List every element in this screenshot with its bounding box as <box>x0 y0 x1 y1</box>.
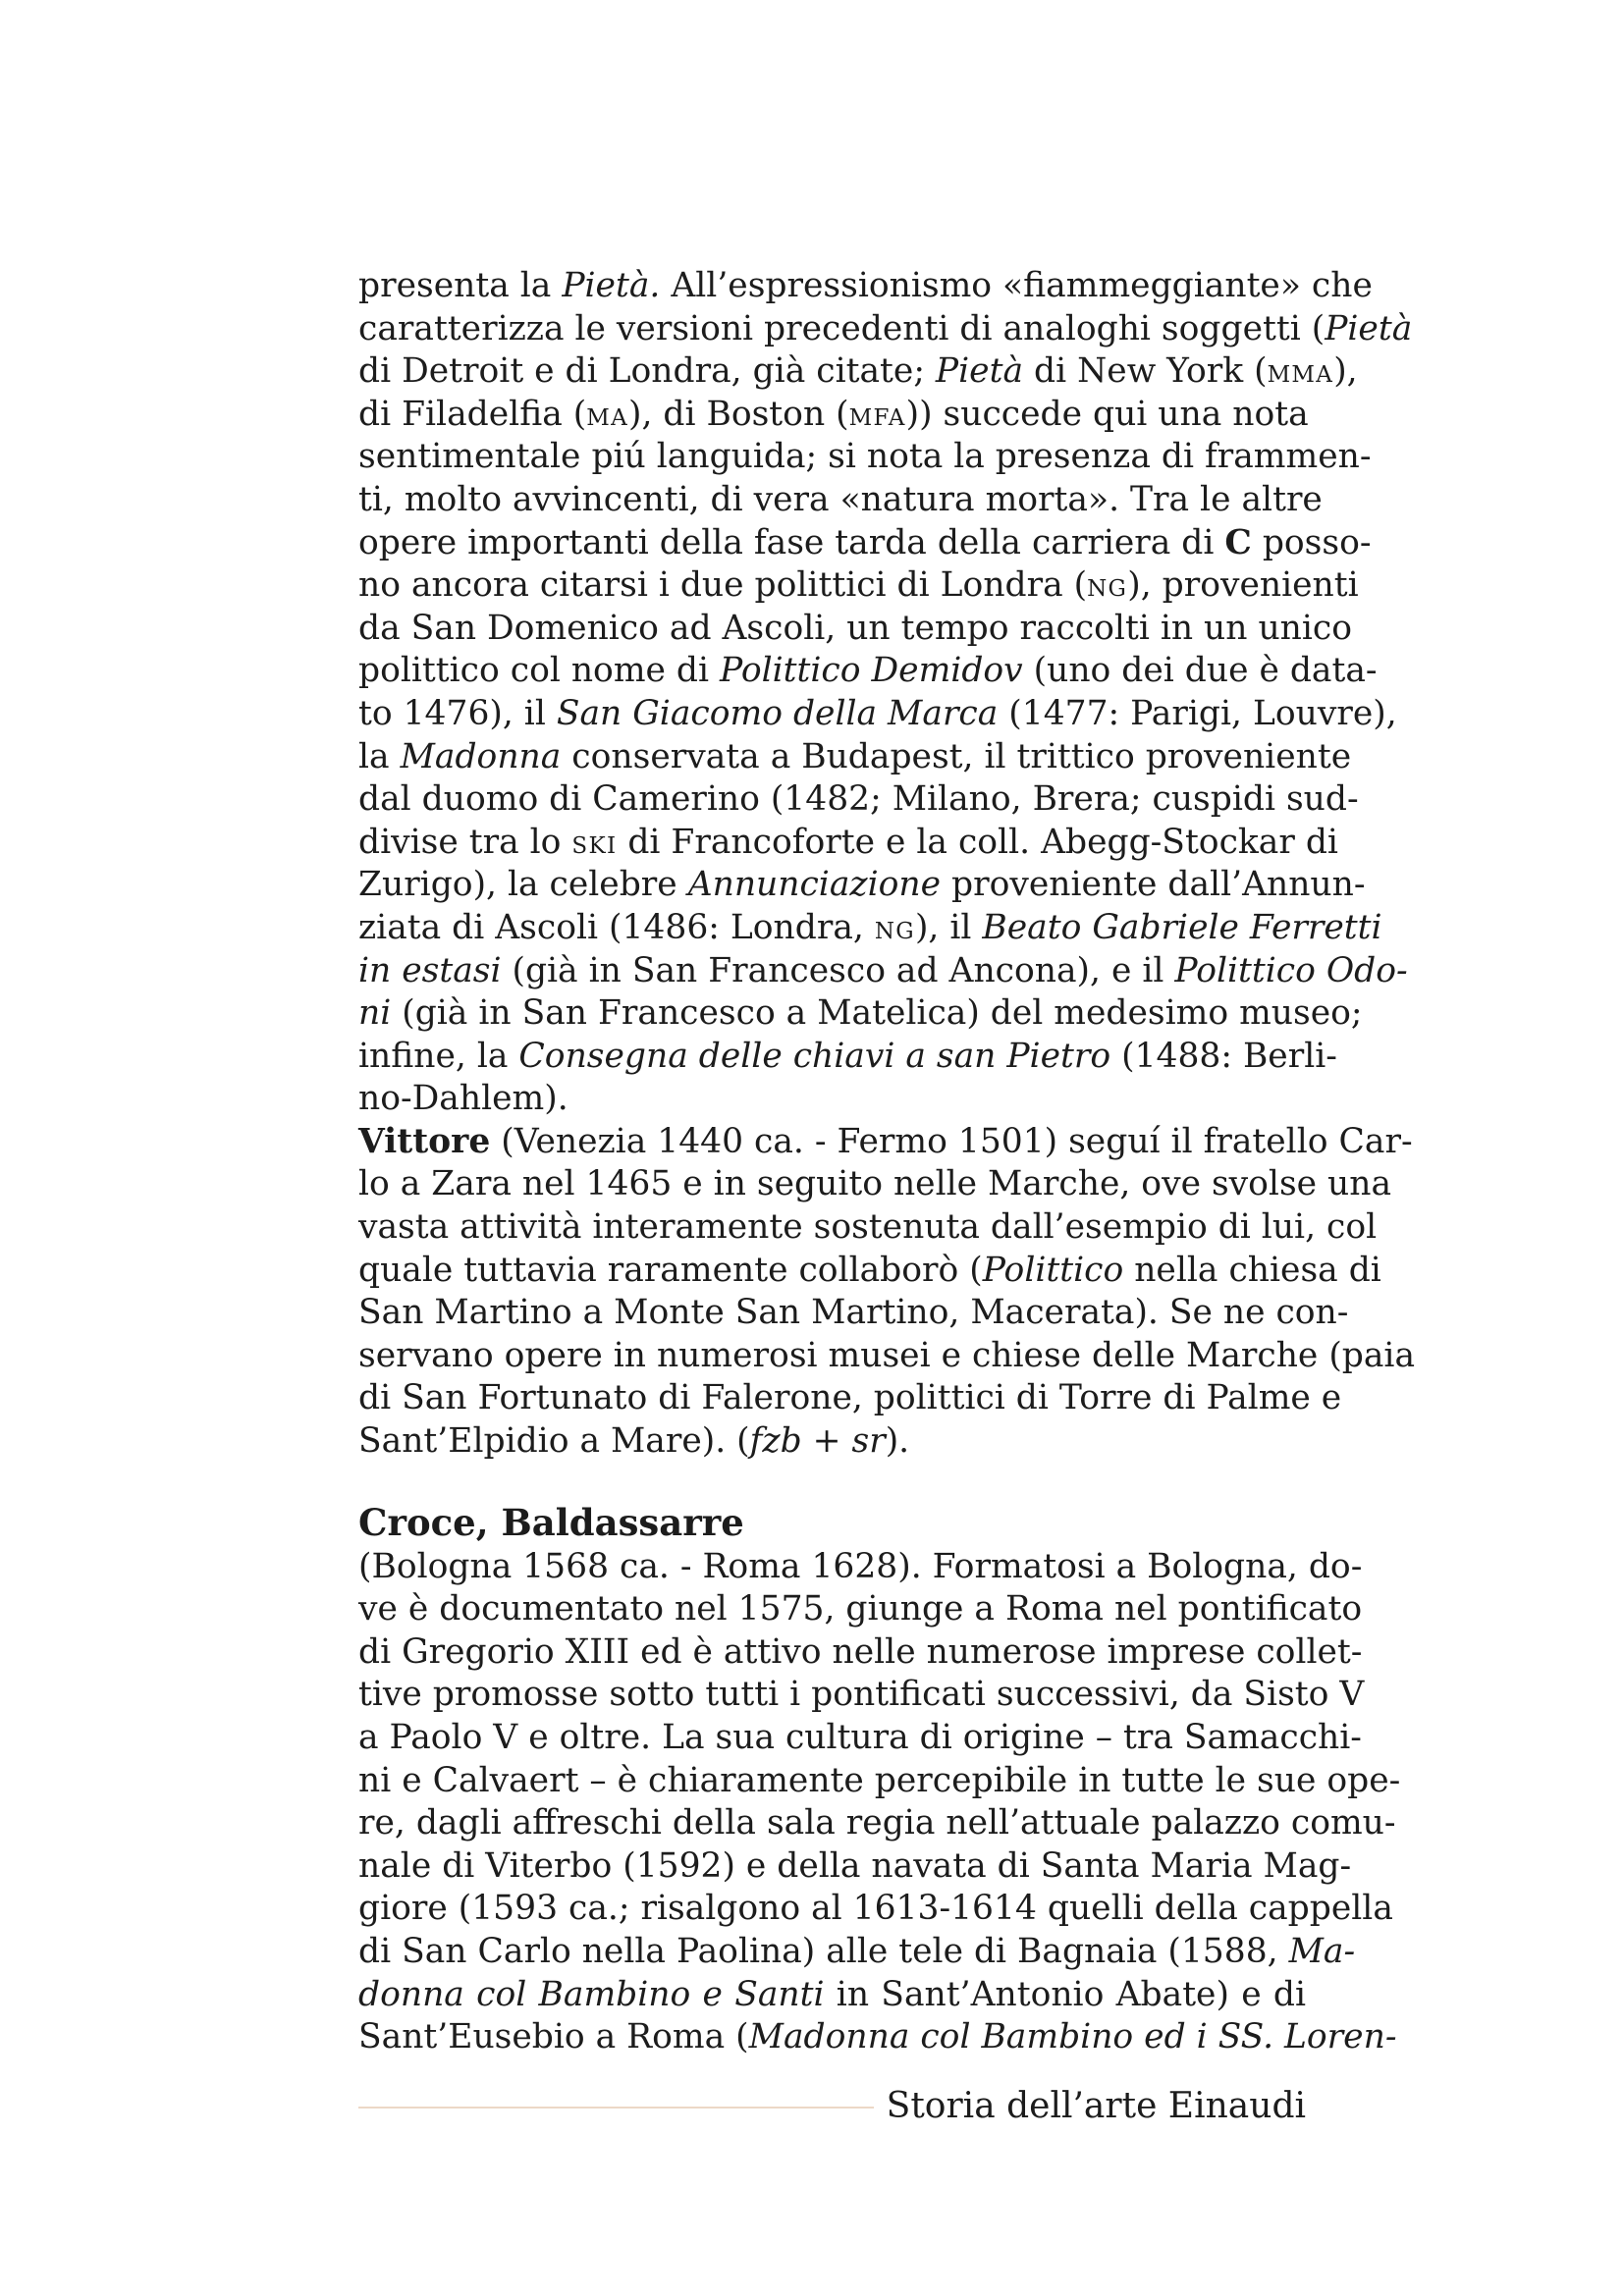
text-line <box>358 693 1397 736</box>
text-run: conservata a Budapest, il trittico proveniente <box>561 736 1352 776</box>
text-line <box>358 1631 1363 1675</box>
text-line <box>358 1377 1342 1420</box>
text-run: All’espressionismo «fiammeggiante» che <box>660 266 1373 305</box>
text-line <box>358 1974 1306 2017</box>
text-run: (già in San Francesco ad Ancona), e il <box>501 950 1175 990</box>
text-run: no-Dahlem). <box>358 1079 568 1119</box>
text-run: presenta la <box>358 266 563 305</box>
text-run: )) succede qui una nota <box>905 394 1309 434</box>
text-run: infine, la <box>358 1036 519 1076</box>
italic-run: Beato Gabriele Ferretti <box>982 907 1382 947</box>
italic-run: Pietà <box>935 351 1024 392</box>
text-run: (Venezia 1440 ca. - Fermo 1501) seguí il fratello Car- <box>490 1121 1413 1161</box>
text-run: nella chiesa di <box>1123 1250 1381 1290</box>
smallcaps-run: ng <box>1087 566 1128 605</box>
text-run: (1477: Parigi, Louvre), <box>998 693 1397 733</box>
text-run: (1488: Berli- <box>1110 1036 1337 1076</box>
italic-run: donna col Bambino e Santi <box>358 1974 825 2014</box>
bold-run: C <box>1224 522 1252 562</box>
text-run: proveniente dall’Annun- <box>941 865 1366 905</box>
text-line <box>358 1420 1306 1464</box>
text-run: di New York ( <box>1023 351 1268 392</box>
italic-run: Pietà. <box>562 266 661 305</box>
italic-run: Annunciazione <box>687 865 942 905</box>
text-run: in Sant’Antonio Abate) e di <box>824 1974 1306 2014</box>
smallcaps-run: ng <box>874 908 915 946</box>
text-line <box>358 1206 1378 1250</box>
text-run: di San Fortunato di Falerone, polittici di Torre di Palme e <box>358 1378 1342 1418</box>
italic-run: Polittico <box>982 1250 1124 1290</box>
smallcaps-run: ski <box>571 823 618 861</box>
text-line <box>358 1292 1349 1335</box>
text-run: ve è documentato nel 1575, giunge a Roma nel pontificato <box>358 1589 1363 1629</box>
text-run: ti, molto avvincenti, di vera «natura morta». Tra le altre <box>358 479 1323 519</box>
italic-run: Pietà <box>1325 308 1413 348</box>
italic-run: Polittico Demidov <box>720 651 1023 691</box>
text-line <box>358 522 1372 565</box>
text-line <box>358 992 1363 1036</box>
text-run: lo a Zara nel 1465 e in seguito nelle Marche, ove svolse una <box>358 1164 1392 1204</box>
text-line <box>358 1931 1356 1974</box>
text-line <box>358 1888 1393 1931</box>
text-run: di Filadelfia ( <box>358 394 587 434</box>
text-run: sentimentale piú languida; si nota la presenza di frammen- <box>358 437 1372 477</box>
text-run: giore (1593 ca.; risalgono al 1613-1614 quelli della cappella <box>358 1889 1393 1929</box>
italic-run: fzb + sr <box>749 1421 886 1462</box>
italic-run: in estasi <box>358 950 502 990</box>
text-run: Zurigo), la celebre <box>358 865 688 905</box>
text-line <box>358 1121 1413 1164</box>
text-line <box>358 394 1309 437</box>
text-run: no ancora citarsi i due polittici di Londra ( <box>358 565 1088 606</box>
text-line <box>358 1674 1365 1717</box>
text-line <box>358 864 1366 907</box>
text-line <box>358 822 1338 865</box>
text-run: ), <box>1333 351 1358 392</box>
text-line <box>358 608 1353 651</box>
paragraph-carlo-crivelli-late-works <box>358 265 1413 1121</box>
text-line <box>358 1335 1416 1378</box>
text-run: quale tuttavia raramente collaborò ( <box>358 1250 983 1290</box>
text-line <box>358 1802 1396 1845</box>
text-line <box>358 265 1373 308</box>
italic-run: Madonna <box>400 736 562 776</box>
text-line <box>358 350 1358 394</box>
text-run: di Detroit e di Londra, già citate; <box>358 351 936 392</box>
entry-heading: Croce, Baldassarre <box>358 1500 744 1544</box>
text-run: divise tra lo <box>358 822 572 862</box>
text-run: ), il <box>914 907 983 947</box>
text-line <box>358 436 1372 479</box>
text-line <box>358 650 1378 693</box>
text-line <box>358 736 1352 779</box>
text-line <box>358 479 1323 522</box>
text-run: San Martino a Monte San Martino, Macerata). Se ne con- <box>358 1293 1349 1333</box>
text-run: vasta attività interamente sostenuta dall’esempio di lui, col <box>358 1207 1378 1248</box>
text-line <box>358 1546 1363 1589</box>
paragraph-vittore-crivelli <box>358 1121 1416 1464</box>
text-line <box>358 1717 1362 1760</box>
text-run: opere importanti della fase tarda della carriera di <box>358 522 1225 562</box>
text-line <box>358 564 1359 608</box>
text-line <box>358 1163 1392 1206</box>
text-line <box>358 1845 1352 1889</box>
text-run: ni e Calvaert – è chiaramente percepibile in tutte le sue ope- <box>358 1760 1401 1800</box>
text-run: la <box>358 736 401 776</box>
text-line <box>358 1036 1337 1079</box>
text-run: nale di Viterbo (1592) e della navata di Santa Maria Mag- <box>358 1845 1352 1886</box>
italic-run: San Giacomo della Marca <box>556 693 999 733</box>
italic-run: Consegna delle chiavi a san Pietro <box>518 1036 1111 1076</box>
text-run: di San Carlo nella Paolina) alle tele di Bagnaia (1588, <box>358 1931 1289 1971</box>
text-run: a Paolo V e oltre. La sua cultura di origine – tra Samacchi- <box>358 1718 1362 1757</box>
text-line <box>358 308 1413 351</box>
text-run: polittico col nome di <box>358 651 721 691</box>
text-run: (uno dei due è data- <box>1022 651 1378 691</box>
text-run: posso- <box>1251 522 1372 562</box>
text-line <box>358 778 1359 822</box>
text-line <box>358 950 1408 993</box>
smallcaps-run: mfa <box>848 395 906 433</box>
text-run: da San Domenico ad Ascoli, un tempo raccolti in un unico <box>358 608 1353 648</box>
text-line <box>358 1250 1381 1293</box>
text-run: Sant’Eusebio a Roma ( <box>358 2017 749 2057</box>
italic-run: Madonna col Bambino ed i SS. Loren- <box>748 2017 1397 2057</box>
text-line <box>358 2016 1397 2059</box>
page-footer <box>358 2085 1306 2128</box>
bold-run: Vittore <box>358 1121 491 1161</box>
text-run: dal duomo di Camerino (1482; Milano, Brera; cuspidi sud- <box>358 779 1359 820</box>
text-run: di Gregorio XIII ed è attivo nelle numerose imprese collet- <box>358 1631 1363 1672</box>
italic-run: ni <box>358 993 392 1034</box>
smallcaps-run: mma <box>1267 352 1334 391</box>
text-line <box>358 1760 1401 1803</box>
text-run: re, dagli affreschi della sala regia nell’attuale palazzo comu- <box>358 1803 1396 1843</box>
text-run: ). <box>885 1421 910 1462</box>
footer-title: Storia dell’arte Einaudi <box>886 2086 1306 2126</box>
text-run: (Bologna 1568 ca. - Roma 1628). Formatosi a Bologna, do- <box>358 1546 1363 1586</box>
text-run: Sant’Elpidio a Mare). ( <box>358 1421 750 1462</box>
text-run: caratterizza le versioni precedenti di analoghi soggetti ( <box>358 308 1325 348</box>
text-run: servano opere in numerosi musei e chiese delle Marche (paia <box>358 1335 1416 1375</box>
text-line <box>358 1078 1306 1121</box>
text-line <box>358 907 1382 950</box>
text-line <box>358 1588 1363 1631</box>
smallcaps-run: ma <box>586 395 628 433</box>
text-run: tive promosse sotto tutti i pontificati successivi, da Sisto V <box>358 1675 1365 1715</box>
text-column <box>358 265 1416 2059</box>
text-run: to 1476), il <box>358 693 557 733</box>
text-run: (già in San Francesco a Matelica) del medesimo museo; <box>391 993 1363 1034</box>
text-run: ), di Boston ( <box>628 394 849 434</box>
italic-run: Polittico Odo- <box>1174 950 1408 990</box>
footer-rule <box>358 2107 874 2109</box>
text-run: ), provenienti <box>1127 565 1359 606</box>
text-run: ziata di Ascoli (1486: Londra, <box>358 907 875 947</box>
paragraph-croce-baldassarre <box>358 1546 1401 2059</box>
text-run: di Francoforte e la coll. Abegg-Stockar di <box>617 822 1338 862</box>
italic-run: Ma- <box>1288 1931 1356 1971</box>
